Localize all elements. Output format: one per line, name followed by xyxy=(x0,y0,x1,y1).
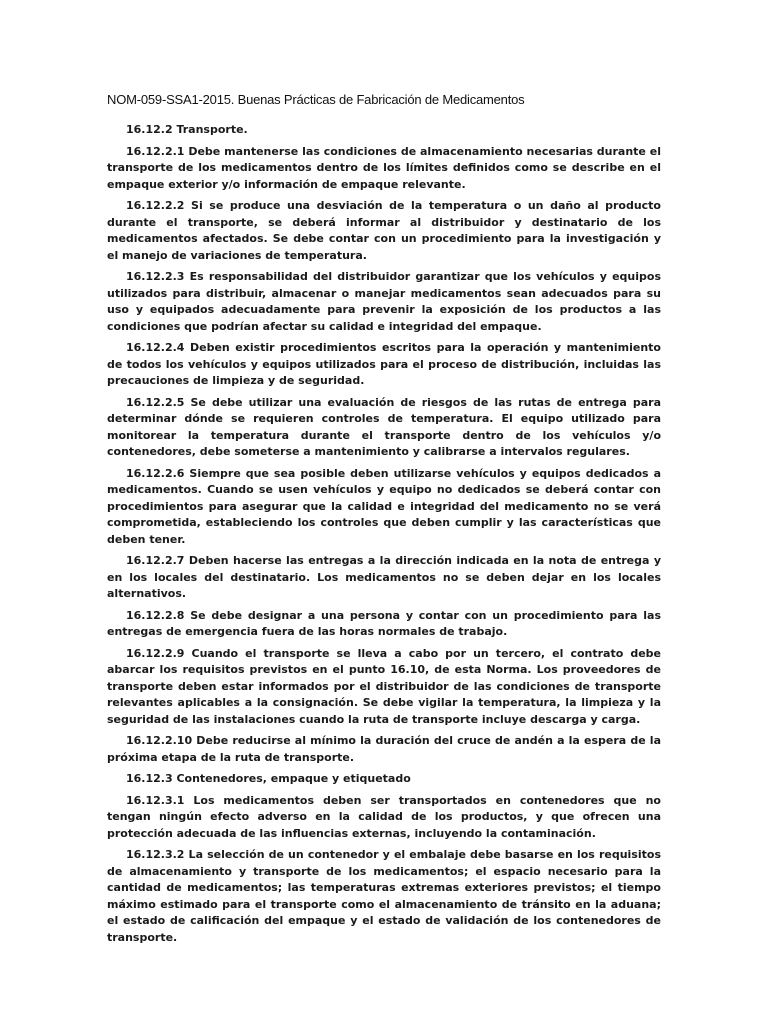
paragraph: 16.12.2.9 Cuando el transporte se lleva a cabo por un tercero, el contrato debe abarcar los requisitos previstos en el punto 16.10, de esta Norma. Los proveedores de transporte deben estar informados por el distribuidor de las condiciones de transporte relevantes aplicables a la consignación. Se debe vigilar la temperatura, la limpieza y la seguridad de las instalaciones cuando la ruta de transporte incluye descarga y carga. xyxy=(107,646,661,726)
paragraph: 16.12.2.1 Debe mantenerse las condiciones de almacenamiento necesarias durante el transporte de los medicamentos dentro de los límites definidos como se describe en el empaque exterior y/o información de empaque relevante. xyxy=(107,144,661,191)
paragraph: 16.12.2.7 Deben hacerse las entregas a la dirección indicada en la nota de entrega y en los locales del destinatario. Los medicamentos no se deben dejar en los locales alternativos. xyxy=(107,554,661,600)
paragraph: 16.12.2.8 Se debe designar a una persona y contar con un procedimiento para las entregas de emergencia fuera de las horas normales de trabajo. xyxy=(107,608,661,638)
section-heading: 16.12.2 Transporte. xyxy=(126,123,248,136)
document-title: NOM-059-SSA1-2015. Buenas Prácticas de Fabricación de Medicamentos xyxy=(107,92,525,107)
paragraph: 16.12.3.2 La selección de un contenedor y el embalaje debe basarse en los requisitos de almacenamiento y transporte de los medicamentos; el espacio necesario para la cantidad de medicamentos; las temperaturas extremas exteriores previstos; el tiempo máximo estimado para el transporte como el almacenamiento de tránsito en la aduana; el estado de calificación del empaque y el estado de validación de los contenedores de transporte. xyxy=(107,848,661,944)
paragraph: 16.12.2.4 Deben existir procedimientos escritos para la operación y mantenimiento de todos los vehículos y equipos utilizados para el proceso de distribución, incluidas las precauciones de limpieza y de seguridad. xyxy=(107,341,661,387)
section-heading: 16.12.3 Contenedores, empaque y etiquetado xyxy=(126,772,411,785)
paragraph: 16.12.2.6 Siempre que sea posible deben utilizarse vehículos y equipos dedicados a medicamentos. Cuando se usen vehículos y equipo no dedicados se deberá contar con procedimientos para asegurar que la calidad e integridad del medicamento no se verá comprometida, estableciendo los controles que deben cumplir y las características que deben tener. xyxy=(107,466,661,546)
paragraph: 16.12.2.5 Se debe utilizar una evaluación de riesgos de las rutas de entrega para determinar dónde se requieren controles de temperatura. El equipo utilizado para monitorear la temperatura durante el transporte dentro de los vehículos y/o contenedores, debe someterse a mantenimiento y calibrarse a intervalos regulares. xyxy=(107,395,661,458)
paragraph: 16.12.2.2 Si se produce una desviación de la temperatura o un daño al producto durante el transporte, se deberá informar al distribuidor y destinatario de los medicamentos afectados. Se debe contar con un procedimiento para la investigación y el manejo de variaciones de temperatura. xyxy=(107,199,661,262)
paragraph: 16.12.2.3 Es responsabilidad del distribuidor garantizar que los vehículos y equipos utilizados para distribuir, almacenar o manejar medicamentos sean adecuados para su uso y equipados adecuadamente para prevenir la exposición de los productos a las condiciones que podrían afectar su calidad e integridad del empaque. xyxy=(107,270,661,333)
paragraph: 16.12.2.10 Debe reducirse al mínimo la duración del cruce de andén a la espera de la próxima etapa de la ruta de transporte. xyxy=(107,734,661,764)
document-body xyxy=(107,122,661,951)
paragraph: 16.12.3.1 Los medicamentos deben ser transportados en contenedores que no tengan ningún efecto adverso en la calidad de los productos, y que ofrecen una protección adecuada de las influencias externas, incluyendo la contaminación. xyxy=(107,793,661,840)
